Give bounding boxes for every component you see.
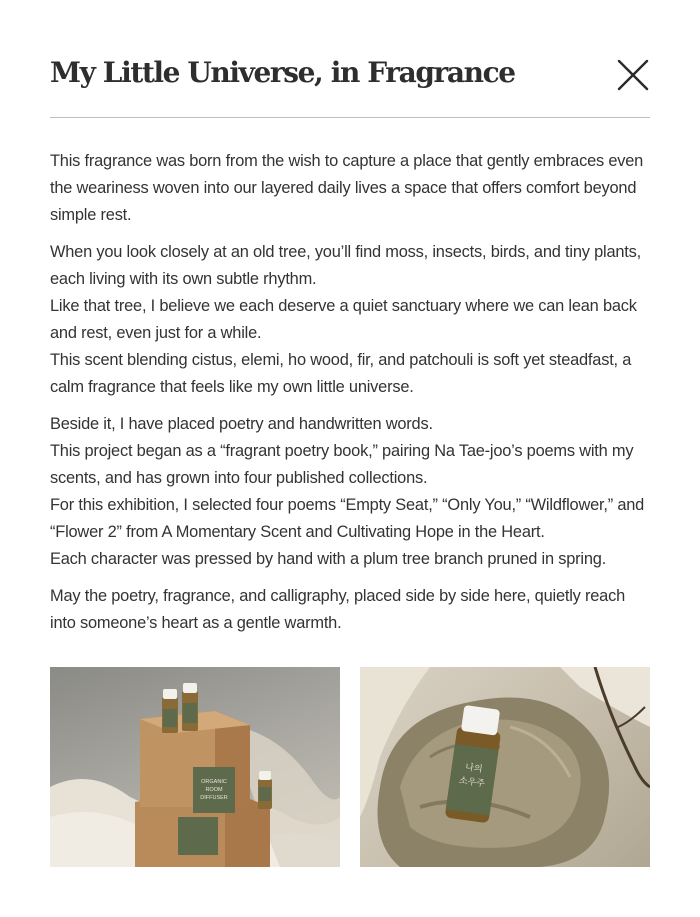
text-line: For this exhibition, I selected four poems “Empty Seat,” “Only You,” “Wildflower,” and “Flower 2” from A Momentary Scent and Cultivating Hope in the Heart. [50,496,645,541]
photo-gallery [50,667,650,867]
paragraph [50,411,650,573]
close-icon [616,58,650,92]
text-line: This scent blending cistus, elemi, ho wood, fir, and patchouli is soft yet steadfast, a calm fragrance that feels like my own little universe. [50,351,632,396]
diffuser-boxes-image [50,667,340,867]
bottle-label-line: 나의 [464,762,484,776]
text-line: Beside it, I have placed poetry and handwritten words. [50,415,433,433]
modal-header [50,50,650,118]
modal-body [50,148,650,647]
paragraph [50,239,650,401]
text-line: Each character was pressed by hand with a plum tree branch pruned in spring. [50,550,607,568]
text-line: This fragrance was born from the wish to capture a place that gently embraces even the weariness woven into our layered daily lives a space that offers comfort beyond simple rest. [50,152,644,224]
bottle-on-stone-image [360,667,650,867]
box-label-line: ROOM [205,787,223,793]
close-button[interactable] [616,58,650,92]
paragraph [50,583,650,637]
text-line: May the poetry, fragrance, and calligraphy, placed side by side here, quietly reach into someone’s heart as a gentle warmth. [50,587,626,632]
product-photo-boxes [50,667,340,867]
text-line: This project began as a “fragrant poetry book,” pairing Na Tae-joo’s poems with my scents, and has grown into four published collections. [50,442,634,487]
box-label-line: DIFFUSER [200,795,228,801]
paragraph [50,148,650,229]
modal-title: My Little Universe, in Fragrance [50,56,515,89]
product-photo-stone [360,667,650,867]
box-label-line: ORGANIC [201,779,227,785]
bottle-label-line: 소우주 [458,775,486,790]
text-line: Like that tree, I believe we each deserve a quiet sanctuary where we can lean back and rest, even just for a while. [50,297,637,342]
text-line: When you look closely at an old tree, you’ll find moss, insects, birds, and tiny plants, each living with its own subtle rhythm. [50,243,641,288]
